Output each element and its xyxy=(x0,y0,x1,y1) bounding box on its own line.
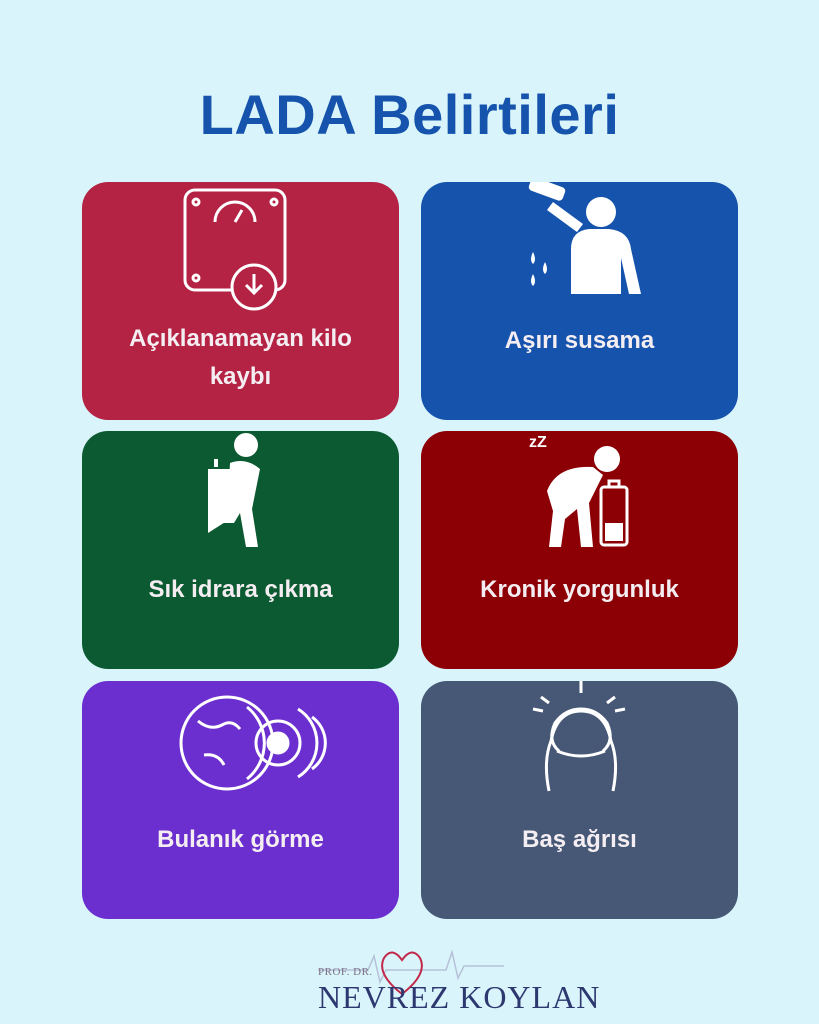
card-chronic-fatigue xyxy=(421,431,738,669)
card-weight-loss xyxy=(82,182,399,420)
svg-text:zZ: zZ xyxy=(529,434,547,451)
tired-person-battery-icon xyxy=(421,431,738,561)
logo-prefix: PROF. DR. xyxy=(318,966,373,978)
card-label: Aşırı susama xyxy=(504,327,655,354)
card-label: Açıklanamayan kilo kaybı xyxy=(129,325,352,390)
card-label: Bulanık görme xyxy=(157,826,324,853)
weight-scale-down-icon xyxy=(82,182,399,312)
card-frequent-urination xyxy=(82,431,399,669)
card-thirst xyxy=(421,182,738,420)
card-label: Kronik yorgunluk xyxy=(480,576,679,603)
card-headache xyxy=(421,681,738,919)
headache-icon xyxy=(421,681,738,811)
person-drinking-icon xyxy=(421,182,738,312)
card-blurred-vision xyxy=(82,681,399,919)
logo-name: NEVREZ KOYLAN xyxy=(318,979,601,1015)
card-label: Baş ağrısı xyxy=(522,826,637,853)
person-urinal-icon xyxy=(82,431,399,561)
blurry-eye-icon xyxy=(82,681,399,811)
card-label: Sık idrara çıkma xyxy=(148,576,333,603)
page-title: LADA Belirtileri xyxy=(199,83,620,146)
